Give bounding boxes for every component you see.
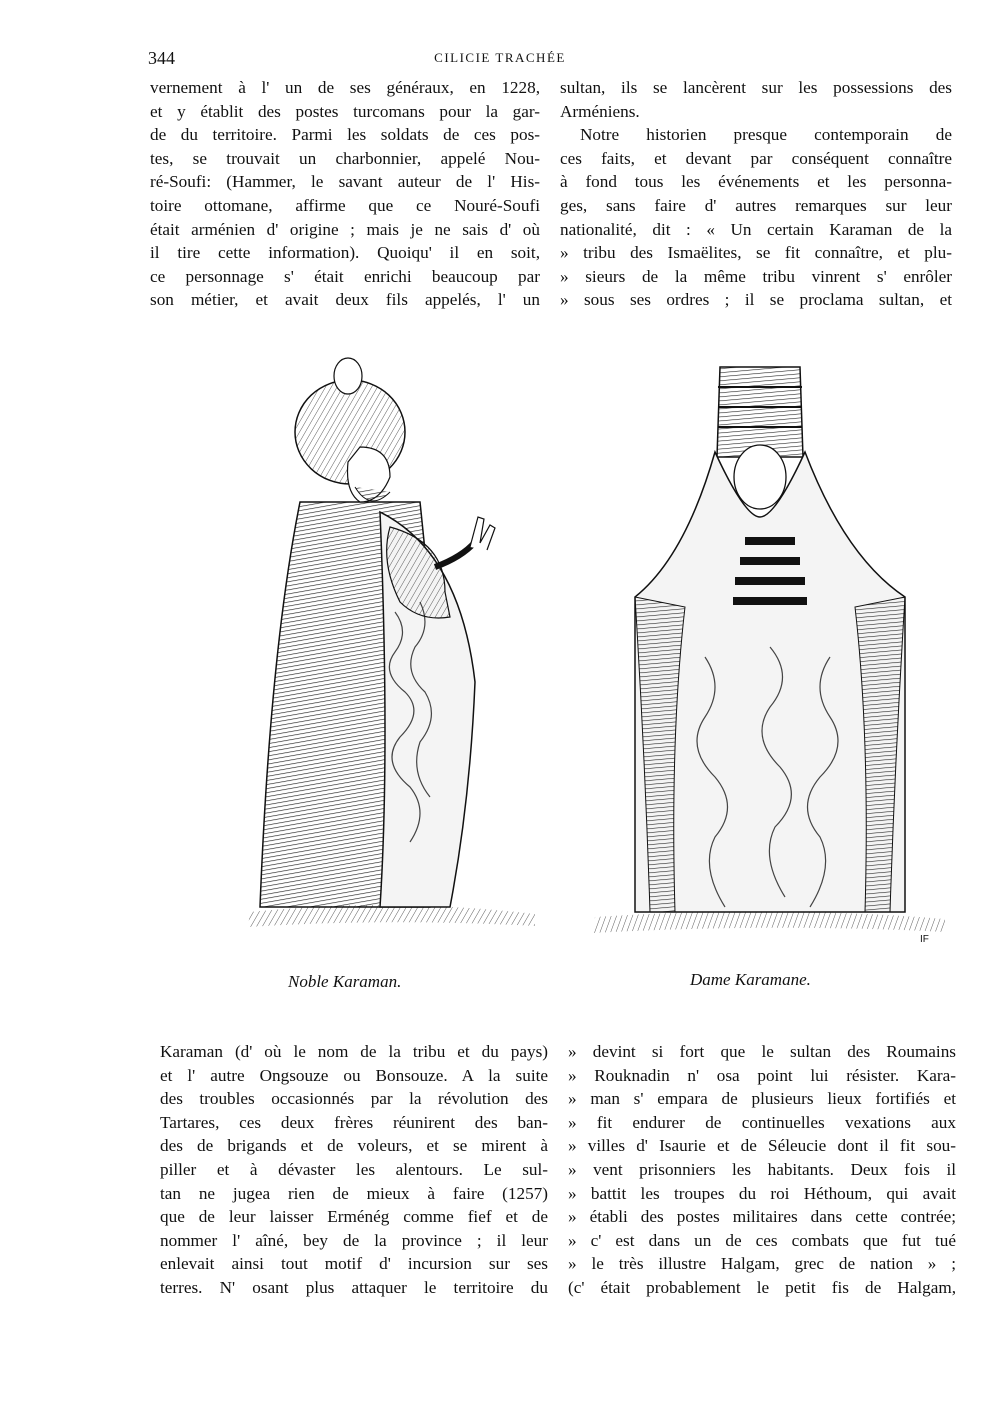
text-column-bottom-left [160,1040,548,1300]
text-line: Arméniens. [560,101,640,121]
text-line: Notre historien presque contemporain de [580,125,952,145]
text-line: tan ne jugea rien de mieux à faire (1257) [160,1183,548,1203]
page-header [0,48,1000,74]
running-title: CILICIE TRACHÉE [434,50,566,65]
text-line: nationalité, dit : « Un certain Karaman de la [560,219,952,239]
text-line: » sous ses ordres ; il se proclama sultan, et [560,290,952,310]
text-line: nommer l' aîné, bey de la province ; il leur [160,1230,548,1250]
engraver-mark: IF [920,934,929,945]
text-line: de du territoire. Parmi les soldats de ces pos- [150,125,540,145]
text-line: » tribu des Ismaëlites, se fit connaître, et plu- [560,243,952,263]
text-line: ces faits, et devant par conséquent connaître [560,148,952,168]
text-column-bottom-right [568,1040,956,1300]
text-line: que de leur laisser Erménég comme fief et de [160,1207,548,1227]
text-line: terres. N' osant plus attaquer le territoire du [160,1277,548,1297]
text-line: » établi des postes militaires dans cette contrée; [568,1207,956,1227]
text-line: enlevait ainsi tout motif d' incursion sur ses [160,1254,548,1274]
text-line: » fit endurer de continuelles vexations aux [568,1112,956,1132]
text-line: tes, se trouvait un charbonnier, appelé Nou- [150,148,540,168]
illustration-dame-karamane [575,357,965,947]
text-line: vernement à l' un de ses généraux, en 1228, [150,78,540,97]
text-line: toire ottomane, affirme que ce Nouré-Soufi [150,195,540,215]
text-line: » devint si fort que le sultan des Roumains [568,1042,956,1061]
text-column-top-left [150,76,540,312]
text-line: et y établit des postes turcomans pour la gar- [150,101,540,121]
text-line: ce personnage s' était enrichi beaucoup par [150,266,540,286]
caption-noble-karaman: Noble Karaman. [288,972,402,991]
text-line: était arménien d' origine ; mais je ne sais d' où [150,219,540,239]
text-line: ré-Soufi: (Hammer, le savant auteur de l' His- [150,172,540,192]
text-line: » Rouknadin n' osa point lui résister. Kara- [568,1065,956,1085]
text-line: » le très illustre Halgam, grec de nation » ; [568,1254,956,1274]
text-line: » man s' empara de plusieurs lieux fortifiés et [568,1089,956,1109]
text-line: Karaman (d' où le nom de la tribu et du pays) [160,1042,548,1061]
text-line: » vent prisonniers les habitants. Deux fois il [568,1159,956,1179]
page-number: 344 [148,48,175,68]
illustration-noble-karaman [230,352,550,932]
text-line: sultan, ils se lancèrent sur les possessions des [560,78,952,97]
text-line: » battit les troupes du roi Héthoum, qui avait [568,1183,956,1203]
text-line: des troubles occasionnés par la révolution des [160,1089,548,1109]
text-line: et l' autre Ongsouze ou Bonsouze. A la suite [160,1065,548,1085]
text-line: (c' était probablement le petit fis de Halgam, [568,1277,956,1297]
text-line: piller et à dévaster les alentours. Le sul- [160,1159,548,1179]
text-line: des de brigands et de voleurs, et se mirent à [160,1136,548,1156]
text-line: ges, sans faire d' autres remarques sur leur [560,195,952,215]
text-line: » c' est dans un de ces combats que fut tué [568,1230,956,1250]
text-line: » sieurs de la même tribu vinrent s' enrôler [560,266,952,286]
text-line: il tire cette information). Quoiqu' il en soit, [150,243,540,263]
caption-dame-karamane: Dame Karamane. [690,970,811,989]
text-line: Tartares, ces deux frères réunirent des ban- [160,1112,548,1132]
text-column-top-right [560,76,952,312]
text-line: son métier, et avait deux fils appelés, l' un [150,290,540,310]
text-line: » villes d' Isaurie et de Séleucie dont il fit sou- [568,1136,956,1156]
text-line: à fond tous les événements et les personna- [560,172,952,192]
